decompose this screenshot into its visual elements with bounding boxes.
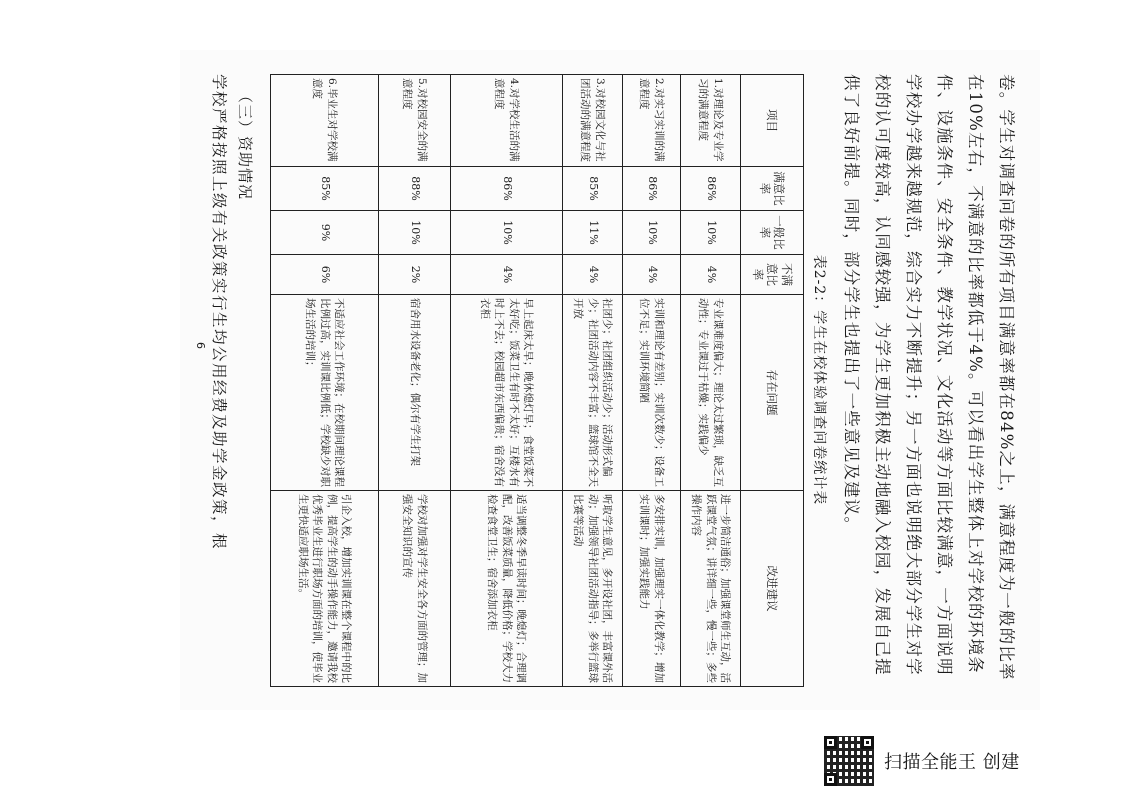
header-suggestions: 改进建议 [741,491,804,687]
cell-average: 10% [451,211,563,255]
cell-suggestions: 引企入校，增加实训课在整个课程中的比例，提高学生的动手操作能力，邀请我校优秀毕业生进行职场方面的培训，使毕业生更快适应职场生活。 [271,491,379,687]
cell-problems: 专业课难度偏大；理论太过繁琐，缺乏互动性；专业课过于枯燥；实践偏少 [681,295,741,491]
table-row [623,75,681,687]
scanned-page [100,50,1120,710]
survey-table [270,74,804,687]
cell-item: 1.对理论及专业学习的满意程度 [681,75,741,167]
intro-paragraph: 卷。学生对调查问卷的所有项目满意率都在84%之上，满意程度为一般的比率在10%左右，不满意的比率都低于4%。可以看出学生整体上对学校的环境条件、设施条件、安全条件、教学状况、文化活动等方面比较满意，一方面说明学校办学越来越规范，综合实力不断提升；另一方面也说明绝大部分学生对学校的认可度较高，认同感较强，为学生更加积极主动地融入校园，发展自己提供了良好前提。同时，部分学生也提出了一些意见及建议。 [842,74,1016,681]
cell-unsatisfied: 4% [563,255,623,295]
cell-suggestions: 进一步简洁通俗；加强课堂师生互动，活跃课堂气氛；讲详细一些，慢一些；多些操作内容 [681,491,741,687]
header-average: 一般比率 [741,211,804,255]
cell-item: 2.对实习实训的满意程度 [623,75,681,167]
table-caption: 表2-2：学生在校体验调查问卷统计表 [811,254,827,506]
watermark-text: 扫描全能王 创建 [884,752,1020,773]
cell-unsatisfied: 6% [271,255,379,295]
cell-satisfied: 85% [563,167,623,211]
cell-problems: 社团少；社团组织活动少；活动形式偏少；社团活动内容不丰富；篮球馆不全天开放 [563,295,623,491]
cell-unsatisfied: 4% [451,255,563,295]
table-row [451,75,563,687]
cell-problems: 不适应社会工作环境；在校期间理论课程比例过高，实训课比例低；学校缺少对职场生活的培训； [271,295,379,491]
header-satisfied: 满意比率 [741,167,804,211]
cell-item: 6.毕业生对学校满意度 [271,75,379,167]
cell-item: 4.对学校生活的满意程度 [451,75,563,167]
cell-average: 10% [681,211,741,255]
cell-problems: 宿舍用水设备老化；偶尔有学生打架 [379,295,451,491]
cell-average: 10% [379,211,451,255]
table-row [563,75,623,687]
cell-average: 9% [271,211,379,255]
cell-suggestions: 适当调整冬季早读时间；晚熄灯；合理调配，改善饭菜质量，降低价格；学校大力检查食堂卫生；宿舍添加衣柜 [451,491,563,687]
header-problems: 存在问题 [741,295,804,491]
cell-average: 10% [623,211,681,255]
scanner-watermark [822,734,1020,788]
header-unsatisfied: 不满意比率 [741,255,804,295]
cell-problems: 实训和理论有差别；实训次数少；设备工位不足；实训环境简陋 [623,295,681,491]
cell-satisfied: 86% [681,167,741,211]
cell-item: 5.对校园安全的满意程度 [379,75,451,167]
table-row [271,75,379,687]
cell-satisfied: 85% [271,167,379,211]
table-header-row [741,75,804,687]
rotated-document [180,50,1040,710]
cell-unsatisfied: 2% [379,255,451,295]
cell-suggestions: 学校对加强对学生安全各方面的管理；加强安全知识的宣传 [379,491,451,687]
page-number: 6 [194,342,207,349]
cell-problems: 早上起床太早；晚休熄灯早；食堂饭菜不太好吃；饭菜卫生有时不太好；互楼水有时上不去；校园超市东西偏贵；宿舍没有衣柜 [451,295,563,491]
cell-item: 3.对校园文化与社团活动的满意程度 [563,75,623,167]
cell-unsatisfied: 4% [623,255,681,295]
header-item: 项目 [741,75,804,167]
cell-suggestions: 听取学生意见，多开设社团，丰富课外活动；加强领导社团活动指导；多举行篮球比赛等活动 [563,491,623,687]
table-row [681,75,741,687]
section-heading: （三）资助情况 [236,88,254,201]
cell-unsatisfied: 4% [681,255,741,295]
cell-satisfied: 86% [623,167,681,211]
cell-suggestions: 多安排实训，加强理实一体化教学；增加实训课时；加强实践能力 [623,491,681,687]
table-row [379,75,451,687]
section-paragraph: 学校严格按照上级有关政策实行生均公用经费及助学金政策，根 [210,74,228,551]
cell-satisfied: 86% [451,167,563,211]
cell-satisfied: 88% [379,167,451,211]
cell-average: 11% [563,211,623,255]
qr-code-icon [822,734,876,788]
